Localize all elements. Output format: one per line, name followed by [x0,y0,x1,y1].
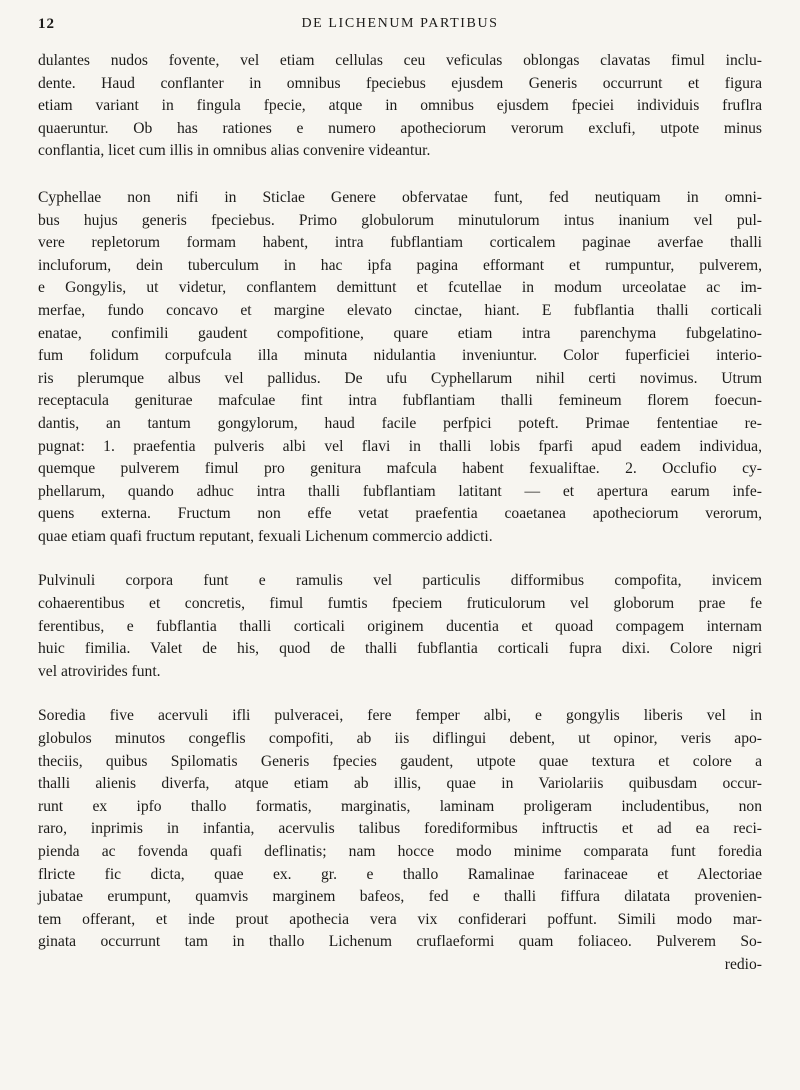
page-number: 12 [38,16,55,32]
body-text [38,50,762,999]
text-line: pugnat: 1. praefentia pulveris albi vel flavi in thalli lobis fparfi apud eadem individua, [38,437,762,455]
text-line: globulos minutos congeflis compofiti, ab iis diflingui debent, ut opinor, veris apo- [38,730,762,748]
text-line: quens externa. Fructum non effe vetat praefentia coaetanea apotheciorum verorum, [38,505,762,523]
text-line: ris plerumque albus vel pallidus. De ufu Cyphellarum nihil certi novimus. Utrum [38,369,762,387]
text-line: bus hujus generis fpeciebus. Primo globulorum minutulorum intus inanium vel pul- [38,211,762,229]
text-line: vel atrovirides funt. [38,662,161,680]
text-line: receptacula geniturae mafculae fint intra fubflantiam thalli femineum florem foecun- [38,392,762,410]
text-line: dulantes nudos fovente, vel etiam cellulas ceu veficulas oblongas clavatas fimul inclu- [38,52,762,69]
text-line: jubatae erumpunt, quamvis marginem bafeos, fed e thalli fiffura dilatata provenien- [38,888,762,906]
text-line: dente. Haud conflanter in omnibus fpeciebus ejusdem Generis occurrunt et figura [38,74,762,92]
paragraph-cyphellae [38,187,762,549]
text-line: flricte fic dicta, quae ex. gr. e thallo Ramalinae farinaceae et Alectoriae [38,865,762,883]
text-line: dantis, an tantum gongylorum, haud facile perfpici poteft. Primae fententiae re- [38,414,762,432]
text-line: phellarum, quando adhuc intra thalli fubflantiam latitant — et apertura earum infe- [38,482,762,500]
paragraph-pulvinuli [38,570,762,683]
text-line: Pulvinuli corpora funt e ramulis vel particulis difformibus compofita, invicem [38,572,762,590]
text-line: huic fimilia. Valet de his, quod de thalli fubflantia corticali fupra dixi. Colore nigri [38,640,762,658]
text-line: merfae, fundo concavo et margine elevato cinctae, hiant. E fubflantia thalli corticali [38,301,762,319]
text-line: runt ex ipfo thallo formatis, marginatis, laminam proligeram includentibus, non [38,797,762,815]
text-line: conflantia, licet cum illis in omnibus alias convenire videantur. [38,142,431,160]
text-line: pienda ac fovenda quafi deflinatis; nam hocce modo minime comparata funt foredia [38,843,762,860]
text-line: tem offerant, et inde prout apothecia vera vix confiderari poffunt. Simili modo mar- [38,910,762,928]
text-line: cohaerentibus et concretis, fimul fumtis fpeciem fruticulorum vel globorum prae fe [38,595,762,613]
text-line: enatae, confimili gaudent compofitione, quare etiam intra parenchyma fubgelatino- [38,324,762,342]
text-line: quae etiam quafi fructum reputant, fexuali Lichenum commercio addicti. [38,527,493,545]
text-line: ginata occurrunt tam in thallo Lichenum cruflaeformi quam foliaceo. Pulverem So- [38,933,762,951]
text-line: quaeruntur. Ob has rationes e numero apotheciorum verorum exclufi, utpote minus [38,119,762,137]
text-line: thalli alienis diverfa, atque etiam ab illis, quae in Variolariis quibusdam occur- [38,775,762,793]
text-line: fum folidum corpufcula illa minuta nidulantia inveniuntur. Color fuperficiei interio- [38,347,762,365]
text-line: vere repletorum formam habent, intra fubflantiam corticalem paginae averfae thalli [38,234,762,252]
text-line: Soredia five acervuli ifli pulveracei, fere femper albi, e gongylis liberis vel in [38,707,762,725]
text-line: incluforum, dein tuberculum in hac ipfa pagina efformant et rumpuntur, pulverem, [38,256,762,274]
text-line: ferentibus, e fubflantia thalli corticali originem ducentia et quoad compagem internam [38,617,762,635]
text-line: theciis, quibus Spilomatis Generis fpecies gaudent, utpote quae textura et colore a [38,752,762,770]
text-line: quemque pulverem fimul pro genitura mafcula habent fexualiftae. 2. Occlufio cy- [38,460,762,478]
text-line: e Gongylis, ut videtur, conflantem demittunt et fcutellae in modum urceolatae ac im- [38,279,762,297]
running-header [38,16,762,40]
paragraph-soredia [38,705,762,976]
text-line: raro, inprimis in infantia, acervulis talibus forediformibus inftructis et ad ea reci- [38,820,762,838]
text-line: Cyphellae non nifi in Sticlae Genere obfervatae funt, fed neutiquam in omni- [38,188,762,206]
paragraph-continuation [38,50,762,163]
catchword: redio- [724,955,762,973]
running-title: DE LICHENUM PARTIBUS [301,16,499,31]
text-line: etiam variant in fingula fpecie, atque in omnibus ejusdem fpeciei individuis fruflra [38,97,762,115]
